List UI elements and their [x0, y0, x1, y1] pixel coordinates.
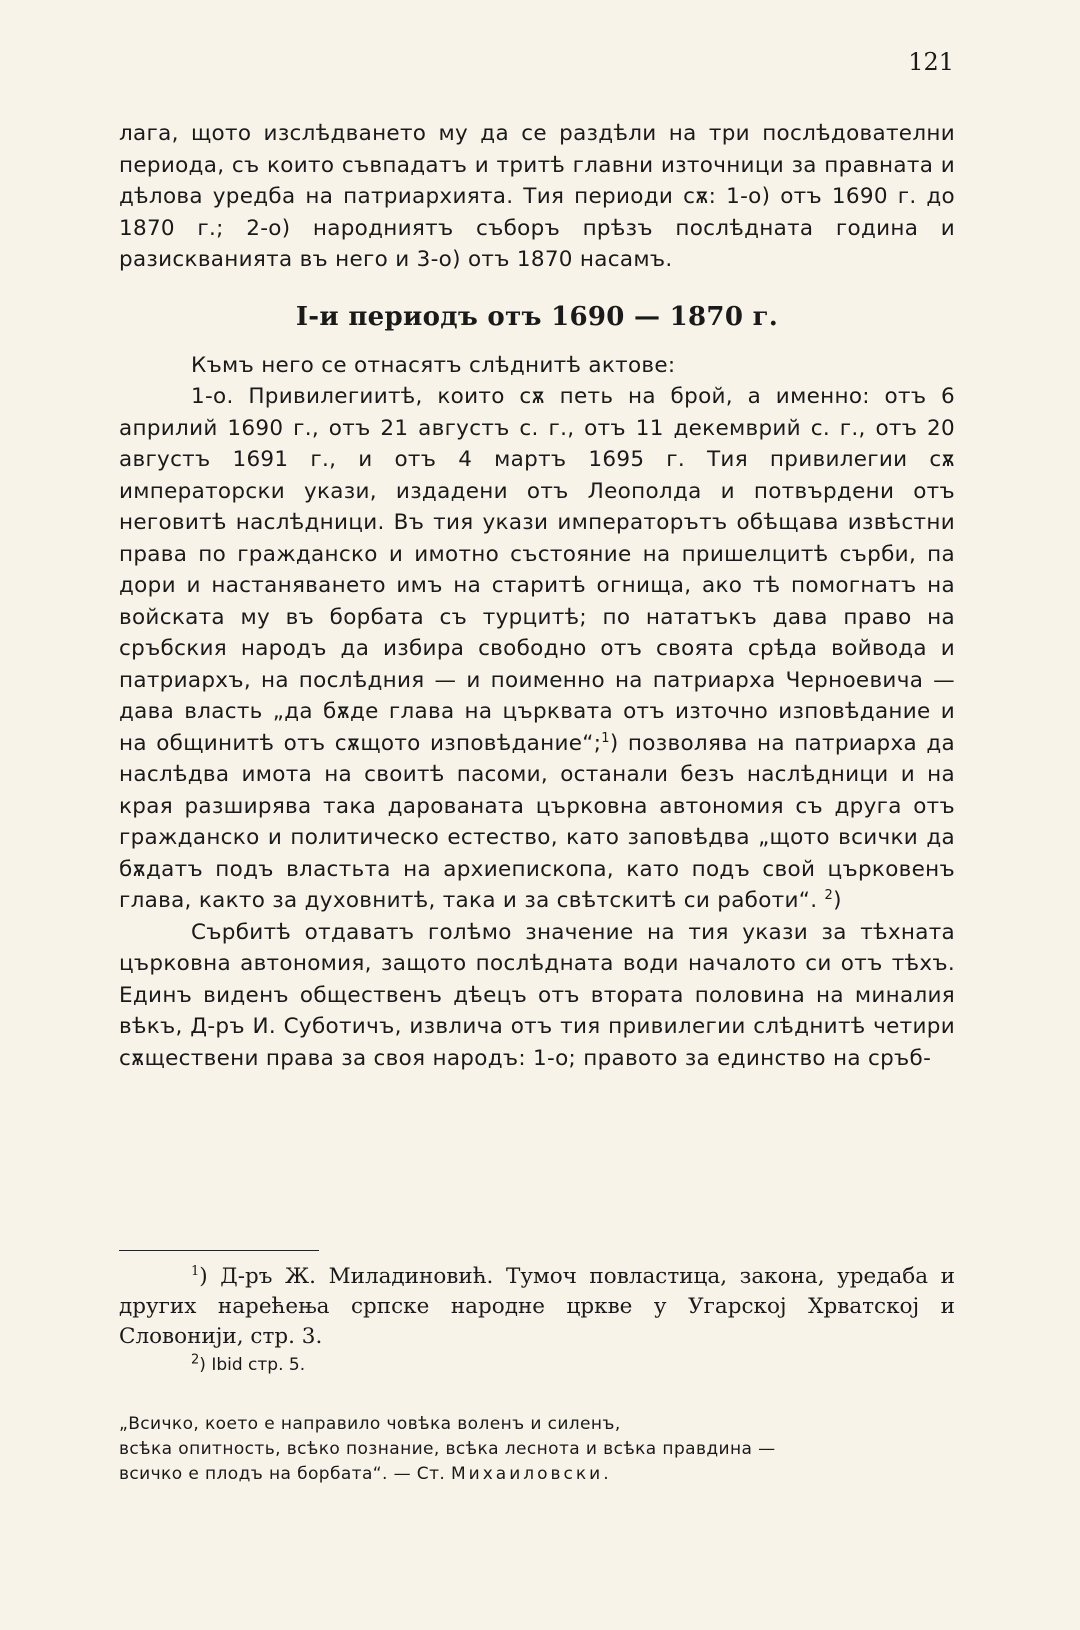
section-paragraph-2: 1-о. Привилегиитѣ, които сѫ петь на брой, а именно: отъ 6 априлий 1690 г., отъ 21 августъ с. г., отъ 11 декемврий с. г., отъ 20 августъ 1691 г., и отъ 4 мартъ 1695 г. Тия привилегии сѫ императорски укази, издадени отъ Леополда и потвърдени отъ неговитѣ наслѣдници. Въ тия укази императорътъ обѣщава извѣстни права по гражданско и имотно състояние на пришелцитѣ сърби, па дори и настаняването имъ на старитѣ огнища, ако тѣ помогнатъ на войската му въ борбата съ турцитѣ; по нататъкъ дава право на сръбския народъ да избира свободно отъ своята срѣда войвода и патриархъ, на послѣдния — и поименно на патриарха Черноевича — дава власть „да бѫде глава на църквата отъ източно изповѣдание и на общинитѣ отъ сѫщото изповѣдание“;$^1$) позволява на патриарха да наслѣдва имота на своитѣ пасоми, останали безъ наслѣдници и на края разширява така дарованата църковна автономия съ друга отъ гражданско и политическо естество, като заповѣдва „щото всички да бѫдатъ подъ властьта на архиепископа, като подъ свой църковенъ глава, както за духовнитѣ, така и за свѣтскитѣ си работи“. $^2$) [119, 384, 956, 913]
footnote-1-text: ) Д-ръ Ж. Миладиновић. Тумоч повластица, закона, уредаба и других нарећења српске народне цркве у Угарској Хрватској и Словонији, стр. 3. [119, 1264, 955, 1349]
section-heading: I-и периодъ отъ 1690 — 1870 г. [295, 301, 779, 332]
epigraph-line-1: „Всичко, което е направило човѣка воленъ и силенъ, [119, 1414, 621, 1434]
epigraph-quote [119, 1412, 955, 1487]
section-paragraph-1: Къмъ него се отнасятъ слѣднитѣ актове: [191, 352, 676, 378]
section-paragraph-3: Сърбитѣ отдаватъ голѣмо значение на тия укази за тѣхната църковна автономия, защото послѣдната води началото си отъ тѣхъ. Единъ виденъ общественъ дѣецъ отъ втората половина на миналия вѣкъ, Д-ръ И. Суботичъ, извлича отъ тия привилегии слѣднитѣ четири сѫществени права за своя народъ: 1-о; правото за единство на сръб- [119, 919, 955, 1071]
paragraph-2-text-b: ) позволява на патриарха да наслѣдва имота на своитѣ пасоми, останали безъ наслѣдници и на края разширява така дарованата църковна автономия съ друга отъ гражданско и политическо естество, като заповѣдва „щото всички да бѫдатъ подъ властьта на архиепископа, като подъ свой църковенъ глава, както за духовнитѣ, така и за свѣтскитѣ си работи“. [119, 730, 956, 913]
footnote-2-text: ) Ibid стр. 5. [199, 1355, 306, 1375]
page-number: 121 [908, 48, 954, 76]
epigraph-line-3 [119, 1462, 955, 1487]
footnote-2-mark: 2 [191, 1352, 200, 1368]
epigraph-line-3-text: всичко е плодъ на борбата“. — Ст. [119, 1464, 446, 1484]
paragraph-2-text-a: 1-о. Привилегиитѣ, които сѫ петь на брой, а именно: отъ 6 априлий 1690 г., отъ 21 августъ с. г., отъ 11 декемврий с. г., отъ 20 августъ 1691 г., и отъ 4 мартъ 1695 г. Тия привилегии сѫ императорски укази, издадени отъ Леополда и потвърдени отъ неговитѣ наслѣдници. Въ тия укази императорътъ обѣщава извѣстни права по гражданско и имотно състояние на пришелцитѣ сърби, па дори и настаняването имъ на старитѣ огнища, ако тѣ помогнатъ на войската му въ борбата съ турцитѣ; по нататъкъ дава право на сръбския народъ да избира свободно отъ своята срѣда войвода и патриархъ, на послѣдния — и поименно на патриарха Черноевича — дава власть „да бѫде глава на църквата отъ източно изповѣдание и на общинитѣ отъ сѫщото изповѣдание“; [119, 384, 955, 756]
footnote-1 [119, 1262, 955, 1352]
footnote-1-mark: 1 [191, 1263, 200, 1279]
footnote-ref-2: 2 [824, 887, 834, 903]
epigraph-author: Михаиловски. [451, 1464, 612, 1484]
footnote-ref-1: 1 [601, 730, 610, 746]
epigraph-line-2: всѣка опитность, всѣко познание, всѣка леснота и всѣка правдина — [119, 1439, 776, 1459]
main-text [119, 118, 955, 1074]
footnote-divider [119, 1250, 319, 1251]
footnote-2 [119, 1352, 955, 1378]
footnotes [119, 1262, 955, 1378]
intro-paragraph: лага, щото изслѣдването му да се раздѣли на три послѣдователни периода, съ които съвпадатъ и тритѣ главни източници за правната и дѣлова уредба на патриархията. Тия периоди сѫ: 1-о) отъ 1690 г. до 1870 г.; 2-о) народниятъ съборъ прѣзъ послѣдната година и разискванията въ него и 3-о) отъ 1870 насамъ. [119, 121, 955, 272]
